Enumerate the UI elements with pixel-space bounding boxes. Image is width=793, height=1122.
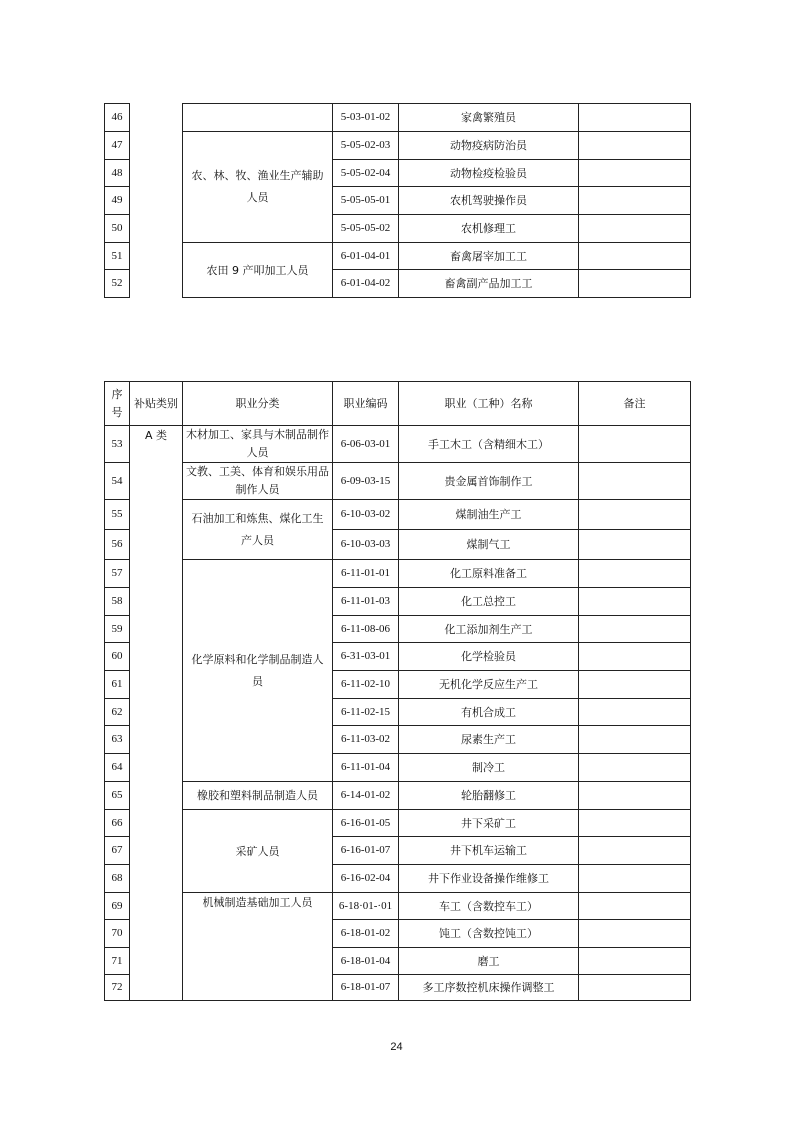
- occupation-table: [104, 381, 691, 1001]
- occupation-name: 手工木工（含精细木工）: [399, 426, 579, 463]
- category-cell: 机械制造基础加工人员: [183, 893, 333, 1001]
- occupation-name: 有机合成工: [399, 699, 579, 726]
- note-cell: [579, 837, 691, 865]
- note-cell: [579, 754, 691, 782]
- occupation-code: 5-05-05-02: [333, 215, 399, 243]
- table-row: [105, 426, 691, 463]
- category-cell: 文教、工美、体育和娱乐用品制作人员: [183, 463, 333, 500]
- occupation-code: 6-06-03-01: [333, 426, 399, 463]
- occupation-code: 6-11-03-02: [333, 726, 399, 754]
- occupation-name: 煤制油生产工: [399, 500, 579, 530]
- row-number: 70: [105, 920, 130, 948]
- occupation-name: 贵金属首饰制作工: [399, 463, 579, 500]
- occupation-code: 5-05-05-01: [333, 187, 399, 215]
- row-number: 60: [105, 643, 130, 671]
- note-cell: [579, 699, 691, 726]
- occupation-code: 6-11-08-06: [333, 616, 399, 643]
- occupation-name: 尿素生产工: [399, 726, 579, 754]
- note-cell: [579, 160, 691, 187]
- table-row: [105, 104, 691, 132]
- occupation-code: 6-11-02-15: [333, 699, 399, 726]
- occupation-name: 无机化学反应生产工: [399, 671, 579, 699]
- row-number: 68: [105, 865, 130, 893]
- table-row: [105, 560, 691, 588]
- occupation-code: 6-16-01-05: [333, 810, 399, 837]
- occupation-code: 6-16-01-07: [333, 837, 399, 865]
- occupation-name: 农机修理工: [399, 215, 579, 243]
- category-cell: 木材加工、家具与木制品制作人员: [183, 426, 333, 463]
- category-cell: 橡胶和塑料制品制造人员: [183, 782, 333, 810]
- row-number: 58: [105, 588, 130, 616]
- category-cell: 石油加工和炼焦、煤化工生产人员: [183, 500, 333, 560]
- occupation-name: 化工原料准备工: [399, 560, 579, 588]
- occupation-name: 家禽繁殖员: [399, 104, 579, 132]
- occupation-code: 6-10-03-02: [333, 500, 399, 530]
- note-cell: [579, 726, 691, 754]
- occupation-code: 6-11-02-10: [333, 671, 399, 699]
- occupation-name: 井下采矿工: [399, 810, 579, 837]
- category-cell: 农田 9 产叩加工人员: [183, 243, 333, 298]
- occupation-name: 化工总控工: [399, 588, 579, 616]
- category-cell: 化学原料和化学制品制造人员: [183, 560, 333, 782]
- note-cell: [579, 643, 691, 671]
- subsidy-class-cell: A 类: [130, 426, 183, 1001]
- table-row: [105, 463, 691, 500]
- occupation-name: 畜禽屠宰加工工: [399, 243, 579, 270]
- row-number: 64: [105, 754, 130, 782]
- row-number: 56: [105, 530, 130, 560]
- note-cell: [579, 588, 691, 616]
- occupation-code: 6-18·01-·01: [333, 893, 399, 920]
- note-cell: [579, 560, 691, 588]
- table-row: [105, 500, 691, 530]
- note-cell: [579, 616, 691, 643]
- table-row: [105, 782, 691, 810]
- note-cell: [579, 893, 691, 920]
- occupation-code: 6-18-01-07: [333, 975, 399, 1001]
- occupation-code: 6-10-03-03: [333, 530, 399, 560]
- note-cell: [579, 426, 691, 463]
- page-number: 24: [390, 1041, 403, 1053]
- note-cell: [579, 671, 691, 699]
- header-category: 职业分类: [183, 382, 333, 426]
- row-number: 66: [105, 810, 130, 837]
- note-cell: [579, 865, 691, 893]
- occupation-code: 6-31-03-01: [333, 643, 399, 671]
- note-cell: [579, 530, 691, 560]
- note-cell: [579, 270, 691, 298]
- table-row: [105, 893, 691, 920]
- row-number: 71: [105, 948, 130, 975]
- occupation-code: 6-09-03-15: [333, 463, 399, 500]
- row-number: 57: [105, 560, 130, 588]
- table-header-row: [105, 382, 691, 426]
- row-number: 62: [105, 699, 130, 726]
- note-cell: [579, 243, 691, 270]
- occupation-table-continued: [104, 103, 691, 298]
- row-number: 63: [105, 726, 130, 754]
- row-number: 49: [105, 187, 130, 215]
- occupation-name: 磨工: [399, 948, 579, 975]
- subsidy-class-cell: [130, 104, 183, 298]
- occupation-code: 5-03-01-02: [333, 104, 399, 132]
- row-number: 47: [105, 132, 130, 160]
- row-number: 65: [105, 782, 130, 810]
- note-cell: [579, 132, 691, 160]
- occupation-code: 6-11-01-03: [333, 588, 399, 616]
- occupation-name: 动物疫病防治员: [399, 132, 579, 160]
- occupation-name: 车工（含数控车工）: [399, 893, 579, 920]
- row-number: 46: [105, 104, 130, 132]
- row-number: 72: [105, 975, 130, 1001]
- note-cell: [579, 810, 691, 837]
- occupation-name: 畜禽副产品加工工: [399, 270, 579, 298]
- occupation-code: 6-01-04-02: [333, 270, 399, 298]
- occupation-code: 5-05-02-04: [333, 160, 399, 187]
- header-note: 备注: [579, 382, 691, 426]
- table-row: [105, 132, 691, 160]
- note-cell: [579, 948, 691, 975]
- header-name: 职业（工种）名称: [399, 382, 579, 426]
- note-cell: [579, 463, 691, 500]
- header-code: 职业编码: [333, 382, 399, 426]
- row-number: 50: [105, 215, 130, 243]
- occupation-name: 农机驾驶操作员: [399, 187, 579, 215]
- row-number: 53: [105, 426, 130, 463]
- row-number: 55: [105, 500, 130, 530]
- note-cell: [579, 975, 691, 1001]
- note-cell: [579, 500, 691, 530]
- occupation-name: 多工序数控机床操作调整工: [399, 975, 579, 1001]
- occupation-code: 6-18-01-02: [333, 920, 399, 948]
- category-cell: 农、林、牧、渔业生产辅助人员: [183, 132, 333, 243]
- note-cell: [579, 187, 691, 215]
- occupation-code: 5-05-02-03: [333, 132, 399, 160]
- row-number: 61: [105, 671, 130, 699]
- note-cell: [579, 920, 691, 948]
- header-no: 序号: [105, 382, 130, 426]
- occupation-code: 6-14-01-02: [333, 782, 399, 810]
- occupation-code: 6-11-01-01: [333, 560, 399, 588]
- occupation-name: 化学检验员: [399, 643, 579, 671]
- occupation-name: 井下作业设备操作维修工: [399, 865, 579, 893]
- table-row: [105, 810, 691, 837]
- row-number: 67: [105, 837, 130, 865]
- occupation-name: 煤制气工: [399, 530, 579, 560]
- category-cell: [183, 104, 333, 132]
- occupation-name: 轮胎翻修工: [399, 782, 579, 810]
- row-number: 59: [105, 616, 130, 643]
- occupation-code: 6-16-02-04: [333, 865, 399, 893]
- table-row: [105, 243, 691, 270]
- row-number: 69: [105, 893, 130, 920]
- occupation-code: 6-01-04-01: [333, 243, 399, 270]
- occupation-name: 化工添加剂生产工: [399, 616, 579, 643]
- occupation-code: 6-11-01-04: [333, 754, 399, 782]
- occupation-name: 井下机车运输工: [399, 837, 579, 865]
- row-number: 51: [105, 243, 130, 270]
- category-cell: 采矿人员: [183, 810, 333, 893]
- occupation-name: 制冷工: [399, 754, 579, 782]
- row-number: 52: [105, 270, 130, 298]
- note-cell: [579, 782, 691, 810]
- occupation-code: 6-18-01-04: [333, 948, 399, 975]
- row-number: 48: [105, 160, 130, 187]
- row-number: 54: [105, 463, 130, 500]
- note-cell: [579, 215, 691, 243]
- header-subsidy: 补贴类别: [130, 382, 183, 426]
- note-cell: [579, 104, 691, 132]
- occupation-name: 动物检疫检验员: [399, 160, 579, 187]
- occupation-name: 饨工（含数控饨工）: [399, 920, 579, 948]
